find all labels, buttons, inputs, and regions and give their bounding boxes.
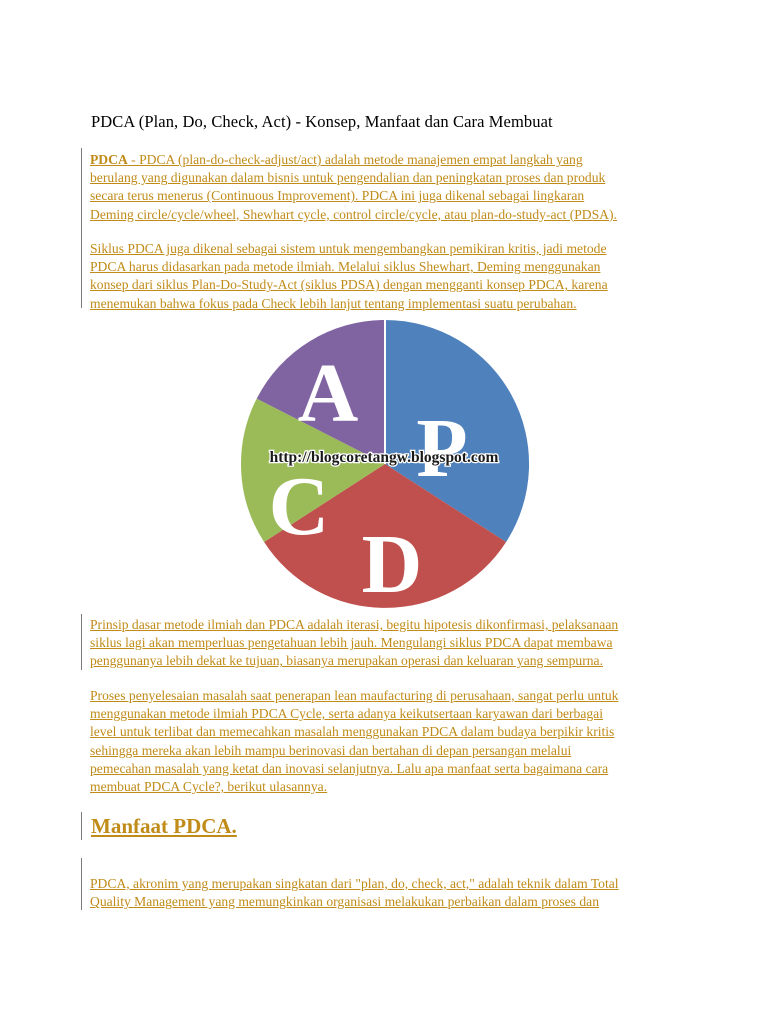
watermark-url: http://blogcoretangw.blogspot.com [269,449,499,466]
acronym-paragraph [90,875,690,911]
acronym-line-2[interactable]: Quality Management yang memungkinkan organisasi melakukan perbaikan dalam proses dan [90,894,599,910]
lean-line-1[interactable]: Proses penyelesaian masalah saat penerapan lean maufacturing di perusahaan, sangat perlu untuk [90,688,619,703]
principle-line-1[interactable]: Prinsip dasar metode ilmiah dan PDCA adalah iterasi, begitu hipotesis dikonfirmasi, pelaksanaan [90,617,619,632]
lean-line-4[interactable]: sehingga mereka akan lebih mampu berinovasi dan bertahan di depan persangan melalui [90,742,572,758]
principle-line-3[interactable]: penggunanya lebih dekat ke tujuan, biasanya merupakan operasi dan keluaran yang sempurna. [90,653,603,669]
manfaat-heading[interactable]: Manfaat PDCA. [91,814,237,838]
deming-line-2[interactable]: PDCA harus didasarkan pada metode ilmiah. Melalui siklus Shewhart, Deming menggunakan [90,259,601,275]
left-margin-bar [81,614,82,670]
deming-line-4[interactable]: menemukan bahwa fokus pada Check lebih lanjut tentang implementasi suatu perubahan. [90,295,577,311]
lean-line-6[interactable]: membuat PDCA Cycle?, berikut ulasannya. [90,779,328,795]
act-letter: A [297,347,359,440]
lean-paragraph [90,687,690,796]
deming-line-1[interactable]: Siklus PDCA juga dikenal sebagai sistem untuk mengembangkan pemikiran kritis, jadi metode [90,241,607,256]
intro-line-2[interactable]: berulang yang digunakan dalam bisnis untuk pengendalian dan peningkatan proses dan produk [90,170,606,186]
plan-letter: P [416,402,468,495]
intro-line-1[interactable]: - PDCA (plan-do-check-adjust/act) adalah metode manajemen empat langkah yang [127,152,583,167]
intro-line-4[interactable]: Deming circle/cycle/wheel, Shewhart cycle, control circle/cycle, atau plan-do-study-act (PDSA). [90,206,617,222]
principle-paragraph [90,616,690,671]
lean-line-2[interactable]: menggunakan metode ilmiah PDCA Cycle, serta adanya keikutsertaan karyawan dari berbagai [90,706,603,722]
pdca-lead-link[interactable]: PDCA [90,152,128,167]
principle-line-2[interactable]: siklus lagi akan memperluas pengetahuan lebih jauh. Mengulangi siklus PDCA dapat membawa [90,635,613,651]
page-title: PDCA (Plan, Do, Check, Act) - Konsep, Manfaat dan Cara Membuat [91,112,553,131]
lean-line-3[interactable]: level untuk terlibat dan memecahkan masalah menggunakan PDCA dalam budaya berpikir kritis [90,724,615,740]
check-letter: C [268,460,330,553]
left-margin-bar [81,812,82,840]
deming-line-3[interactable]: konsep dari siklus Plan-Do-Study-Act (siklus PDSA) dengan mengganti konsep PDCA, karena [90,277,608,293]
lean-line-5[interactable]: pemecahan masalah yang ketat dan inovasi selanjutnya. Lalu apa manfaat serta bagaimana cara [90,760,609,776]
acronym-line-1[interactable]: PDCA, akronim yang merupakan singkatan dari "plan, do, check, act," adalah teknik dalam Total [90,876,619,891]
intro-line-3[interactable]: secara terus menerus (Continuous Improvement). PDCA ini juga dikenal sebagai lingkaran [90,188,585,204]
left-margin-bar [81,858,82,910]
do-letter: D [361,518,423,611]
